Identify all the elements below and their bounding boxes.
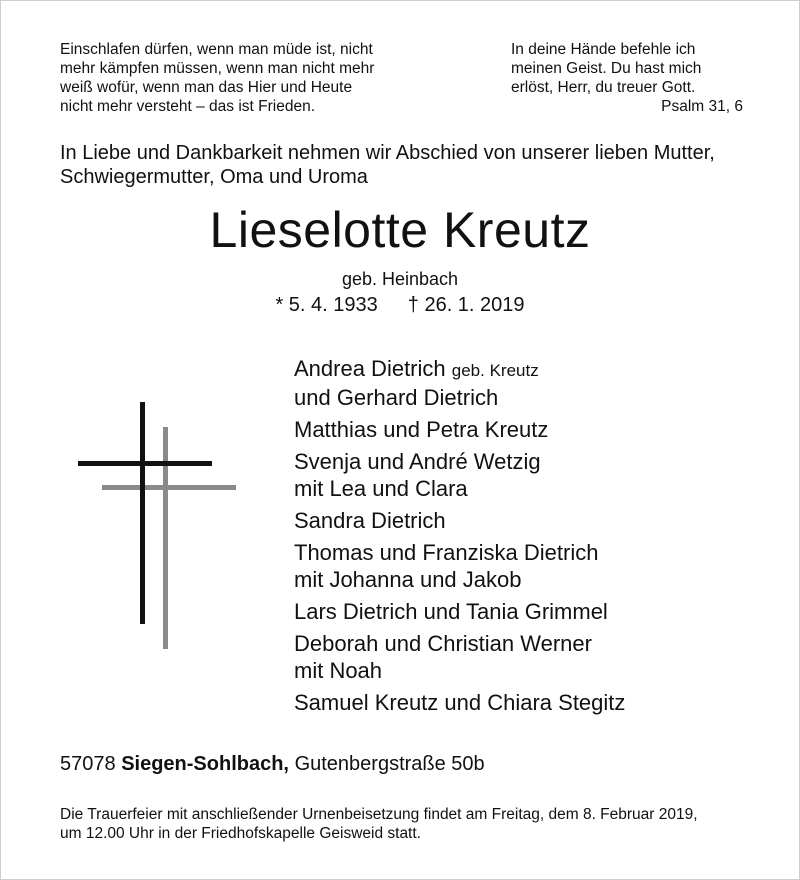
mourner-line: mit Johanna und Jakob	[294, 567, 522, 592]
mourner-line	[294, 355, 625, 384]
mourner-group	[294, 539, 625, 593]
dark-cross-vertical	[140, 402, 145, 624]
mourner-line: Samuel Kreutz und Chiara Stegitz	[294, 690, 626, 715]
poem-left-line: mehr kämpfen müssen, wenn man nicht mehr	[60, 60, 375, 77]
mourner-line: mit Noah	[294, 658, 383, 683]
mourner-line: Thomas und Franziska Dietrich	[294, 540, 599, 565]
city: Siegen-Sohlbach,	[121, 753, 289, 775]
verse-line: In deine Hände befehle ich	[511, 41, 696, 58]
zip-code: 57078	[60, 753, 116, 775]
mourner-line: Svenja und André Wetzig	[294, 449, 541, 474]
birth-date: * 5. 4. 1933	[275, 294, 378, 316]
address	[60, 752, 485, 776]
poem-left-line: nicht mehr versteht – das ist Frieden.	[60, 98, 316, 115]
deceased-name: Lieselotte Kreutz	[209, 202, 591, 258]
dark-cross-horizontal	[78, 461, 212, 466]
mourner-line: Lars Dietrich und Tania Grimmel	[294, 599, 608, 624]
life-dates	[0, 293, 800, 317]
mourner-group	[294, 355, 625, 411]
verse-line: meinen Geist. Du hast mich	[511, 60, 702, 77]
intro-line: Schwiegermutter, Oma und Uroma	[60, 166, 368, 188]
mourner-group	[294, 689, 625, 716]
mourner-group	[294, 598, 625, 625]
poem-left-line: Einschlafen dürfen, wenn man müde ist, nicht	[60, 41, 373, 58]
mourner-group	[294, 416, 625, 443]
funeral-note	[60, 805, 698, 843]
mourner-line: Deborah und Christian Werner	[294, 631, 592, 656]
note-line: um 12.00 Uhr in der Friedhofskapelle Geisweid statt.	[60, 825, 421, 842]
double-latin-cross-icon	[78, 402, 238, 650]
verse-reference: Psalm 31, 6	[661, 98, 743, 115]
verse-line: erlöst, Herr, du treuer Gott.	[511, 79, 696, 96]
poem-left-line: weiß wofür, wenn man das Hier und Heute	[60, 79, 353, 96]
bible-verse	[511, 40, 743, 116]
street: Gutenbergstraße 50b	[294, 753, 485, 775]
mourner-group	[294, 630, 625, 684]
intro-text	[60, 141, 760, 189]
mourner-note: geb. Kreutz	[451, 361, 539, 380]
mourner-line: mit Lea und Clara	[294, 476, 468, 501]
intro-line: In Liebe und Dankbarkeit nehmen wir Abschied von unserer lieben Mutter,	[60, 142, 715, 164]
mourner-name: Andrea Dietrich	[294, 356, 446, 381]
mourner-group	[294, 448, 625, 502]
mourner-line: Matthias und Petra Kreutz	[294, 417, 549, 442]
mourner-line: Sandra Dietrich	[294, 508, 446, 533]
mourner-line: und Gerhard Dietrich	[294, 385, 499, 410]
poem-left	[60, 40, 374, 116]
maiden-name: geb. Heinbach	[341, 269, 459, 289]
grey-cross-horizontal	[102, 485, 236, 490]
death-date: † 26. 1. 2019	[407, 294, 525, 316]
mourner-group	[294, 507, 625, 534]
mourners-list	[294, 355, 625, 721]
grey-cross-vertical	[163, 427, 168, 649]
note-line: Die Trauerfeier mit anschließender Urnenbeisetzung findet am Freitag, dem 8. Februar 2019,	[60, 806, 698, 823]
